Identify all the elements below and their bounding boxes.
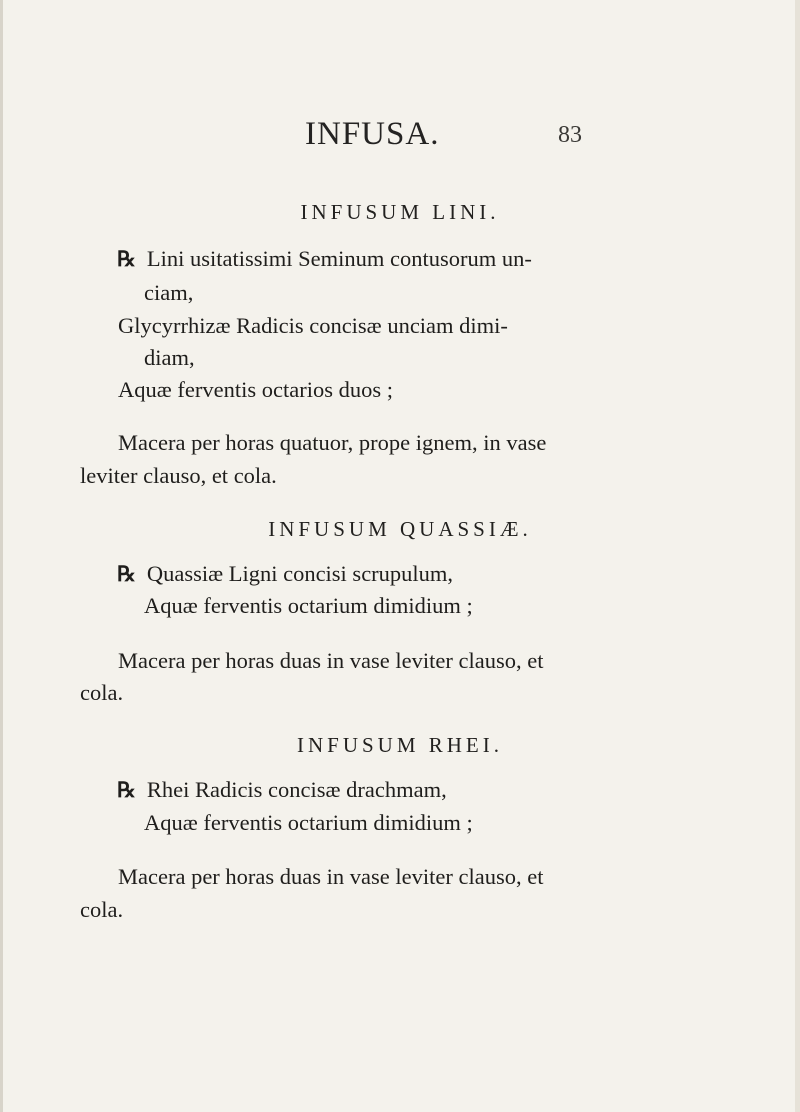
recipe-line: Aquæ ferventis octarium dimidium ; [144, 593, 473, 618]
running-title: INFUSA. [305, 116, 440, 152]
ingredient-text: Rhei Radicis concisæ drachmam, [146, 777, 447, 802]
section-heading-rhei: INFUSUM RHEI. [296, 733, 503, 757]
recipe-symbol: ℞ [117, 562, 135, 586]
section-heading-quassiae: INFUSUM QUASSIÆ. [268, 517, 532, 541]
recipe-line [117, 561, 453, 587]
page-number: 83 [558, 122, 582, 148]
recipe-line [117, 777, 447, 803]
page-edge-left [0, 0, 3, 1112]
directions-line: Macera per horas duas in vase leviter clauso, et [118, 864, 544, 889]
recipe-line: diam, [144, 345, 195, 370]
recipe-line: ciam, [144, 280, 194, 305]
page-edge-right [795, 0, 800, 1112]
ingredient-text: Lini usitatissimi Seminum contusorum un- [146, 246, 532, 271]
directions-line: leviter clauso, et cola. [80, 463, 277, 488]
recipe-line: Aquæ ferventis octarios duos ; [118, 377, 393, 402]
directions-line: cola. [80, 680, 124, 705]
directions-line: Macera per horas duas in vase leviter clauso, et [118, 648, 544, 673]
directions-line: cola. [80, 897, 124, 922]
running-head [0, 116, 800, 156]
ingredient-text: Quassiæ Ligni concisi scrupulum, [146, 561, 454, 586]
directions-line: Macera per horas quatuor, prope ignem, in vase [118, 430, 547, 455]
section-heading-lini: INFUSUM LINI. [300, 200, 500, 224]
recipe-line: Glycyrrhizæ Radicis concisæ unciam dimi- [118, 313, 508, 338]
recipe-symbol: ℞ [117, 778, 135, 802]
recipe-line [117, 246, 532, 272]
recipe-symbol: ℞ [117, 247, 135, 271]
recipe-line: Aquæ ferventis octarium dimidium ; [144, 810, 473, 835]
